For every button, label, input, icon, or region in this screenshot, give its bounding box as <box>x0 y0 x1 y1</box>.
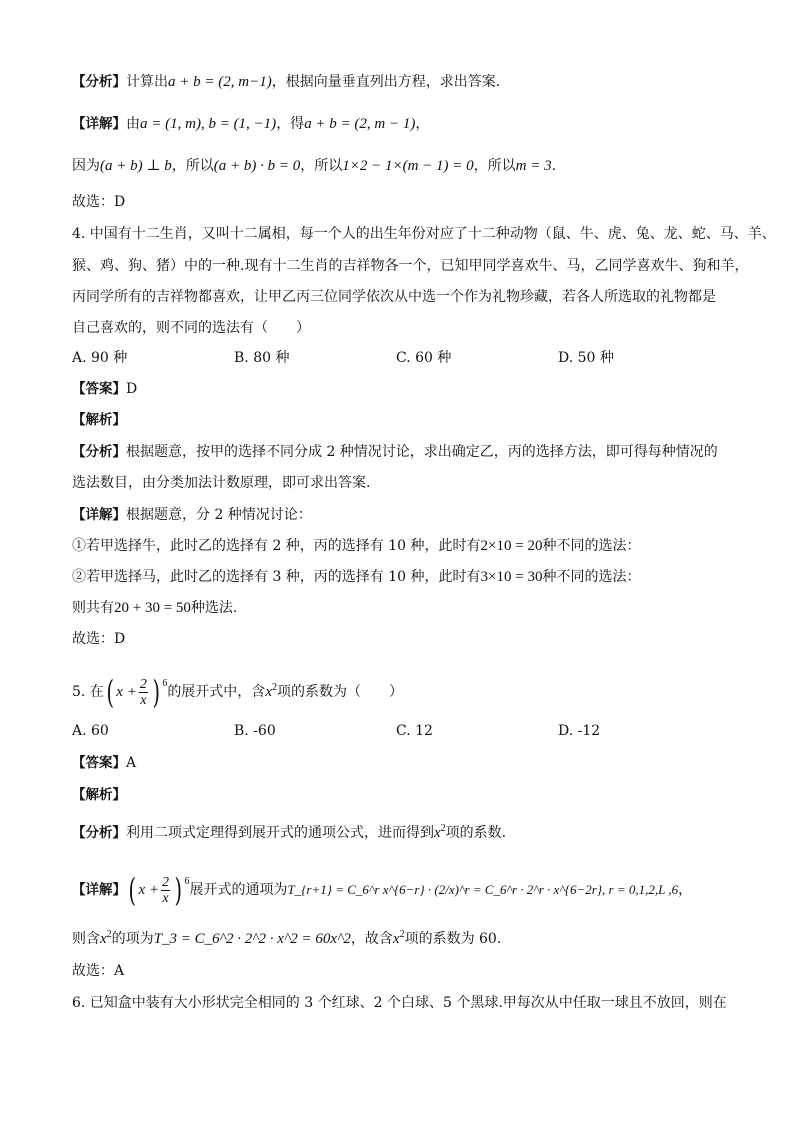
q5-analysis-line: 【分析】利用二项式定理得到展开式的通项公式，进而得到$x^2$项的系数. <box>72 823 507 841</box>
q4-option-a: A. 90 种 <box>72 350 128 366</box>
power: 6 <box>162 678 168 689</box>
q5-detail-line: 【详解】( x + $\frac{2}{x}$ ) $^6$展开式的通项为T_{r+1} = C_6^r x^{6−r} · (2/x)^r = C_6^r · 2^r · x^{6−2r}, r = 0,1,2,L ,6， <box>72 871 693 909</box>
detail-tag: 【详解】 <box>72 882 126 898</box>
q4-answer-line <box>72 379 734 399</box>
q4-answer: D <box>126 381 138 397</box>
q4-case-2: ②若甲选择马，此时乙的选择有 3 种，丙的选择有 10 种，此时有3×10 = 30种不同的选法： <box>72 569 641 585</box>
total-sum: 20 + 30 = 50 <box>114 600 191 616</box>
q5-option-d: D. -12 <box>558 723 601 739</box>
analysis-tag: 【分析】 <box>72 74 126 90</box>
q4-option-d: D. 50 种 <box>558 350 614 366</box>
general-term-formula: T_{r+1} = C_6^r x^{6−r} · (2/x)^r = C_6^r · 2^r · x^{6−2r}, r = 0,1,2,L ,6 <box>287 882 679 897</box>
q5-answer: A <box>126 755 137 771</box>
dot-product-equation: (a + b) · b = 0 <box>213 158 301 174</box>
q5-option-c: C. 12 <box>396 723 433 739</box>
q3-analysis-line: 【分析】计算出a + b = (2, m−1)，根据向量垂直列出方程，求出答案. <box>72 74 501 90</box>
q4-choice: 故选：D <box>72 631 126 647</box>
left-paren: ( <box>106 673 114 711</box>
q4-explain-line <box>72 410 734 430</box>
q4-analysis-line-2: 选法数目，由分类加法计数原理，即可求出答案. <box>72 475 371 491</box>
q5-choice: 故选：A <box>72 963 125 979</box>
q5-explain-line <box>72 785 734 805</box>
q3-detail-line: 【详解】由a = (1, m), b = (1, −1)，得a + b = (2, m − 1)， <box>72 116 430 132</box>
q4-stem-line-2: 猴、鸡、狗、猪）中的一种.现有十二生肖的吉祥物各一个，已知甲同学喜欢牛、马，乙同学喜欢牛、狗和羊， <box>72 258 749 274</box>
q4-analysis-line-1: 【分析】根据题意，按甲的选择不同分成 2 种情况讨论，求出确定乙，丙的选择方法，即可得每种情况的 <box>72 444 718 460</box>
explain-tag: 【解析】 <box>72 412 126 428</box>
detail-tag: 【详解】 <box>72 507 126 523</box>
q4-option-c: C. 60 种 <box>396 350 452 366</box>
q3-perpendicular-line: 因为(a + b) ⊥ b，所以(a + b) · b = 0，所以1×2 − 1×(m − 1) = 0，所以m = 3. <box>72 158 557 174</box>
q4-stem-line-1: 4. 中国有十二生肖，又叫十二属相，每一个人的出生年份对应了十二种动物（鼠、牛、虎、兔、龙、蛇、马、羊、 <box>72 226 776 242</box>
q6-stem-line-1: 6. 已知盒中装有大小形状完全相同的 3 个红球、2 个白球、5 个黑球.甲每次从中任取一球且不放回，则在 <box>72 995 727 1011</box>
fraction: $\frac{2}{x}$ <box>139 676 147 708</box>
q5-term-line: 则含$x^2$的项为T_3 = C_6^2 · 2^2 · x^2 = 60x^2，故含$x^2$项的系数为 60. <box>72 929 502 947</box>
vector-definition: a = (1, m), b = (1, −1) <box>140 116 277 132</box>
q4-option-b: B. 80 种 <box>234 350 290 366</box>
q5-option-b: B. -60 <box>234 723 276 739</box>
analysis-tag: 【分析】 <box>72 825 126 841</box>
q5-stem: 5. 在( x + $\frac{2}{x}$ ) $^6$的展开式中，含$x^2$项的系数为（ ） <box>72 673 403 711</box>
detail-tag: 【详解】 <box>72 116 126 132</box>
m-result: m = 3 <box>515 158 552 174</box>
q4-stem-line-3: 丙同学所有的吉祥物都喜欢，让甲乙丙三位同学依次从中选一个作为礼物珍藏，若各人所选取的礼物都是 <box>72 289 716 305</box>
q5-answer-line <box>72 753 734 773</box>
third-term: T_3 = C_6^2 · 2^2 · x^2 = 60x^2 <box>153 931 351 947</box>
vector-sum-expression: a + b = (2, m−1) <box>168 74 272 90</box>
case-1-product: 2×10 = 20 <box>480 538 543 554</box>
vector-sum-expression: a + b = (2, m − 1) <box>304 116 416 132</box>
q4-stem-line-4: 自己喜欢的，则不同的选法有（ ） <box>72 320 310 336</box>
answer-tag: 【答案】 <box>72 381 126 397</box>
analysis-tag: 【分析】 <box>72 444 126 460</box>
explain-tag: 【解析】 <box>72 787 126 803</box>
case-2-product: 3×10 = 30 <box>480 569 543 585</box>
q5-option-a: A. 60 <box>72 723 109 739</box>
answer-tag: 【答案】 <box>72 755 126 771</box>
perpendicular-condition: (a + b) ⊥ b <box>100 158 172 174</box>
right-paren: ) <box>152 673 160 711</box>
q3-choice: 故选：D <box>72 194 126 210</box>
coordinate-equation: 1×2 − 1×(m − 1) = 0 <box>342 158 474 174</box>
q4-detail-line: 【详解】根据题意，分 2 种情况讨论： <box>72 507 312 523</box>
q4-case-1: ①若甲选择牛，此时乙的选择有 2 种，丙的选择有 10 种，此时有2×10 = 20种不同的选法： <box>72 538 641 554</box>
q4-total: 则共有20 + 30 = 50种选法. <box>72 600 238 616</box>
